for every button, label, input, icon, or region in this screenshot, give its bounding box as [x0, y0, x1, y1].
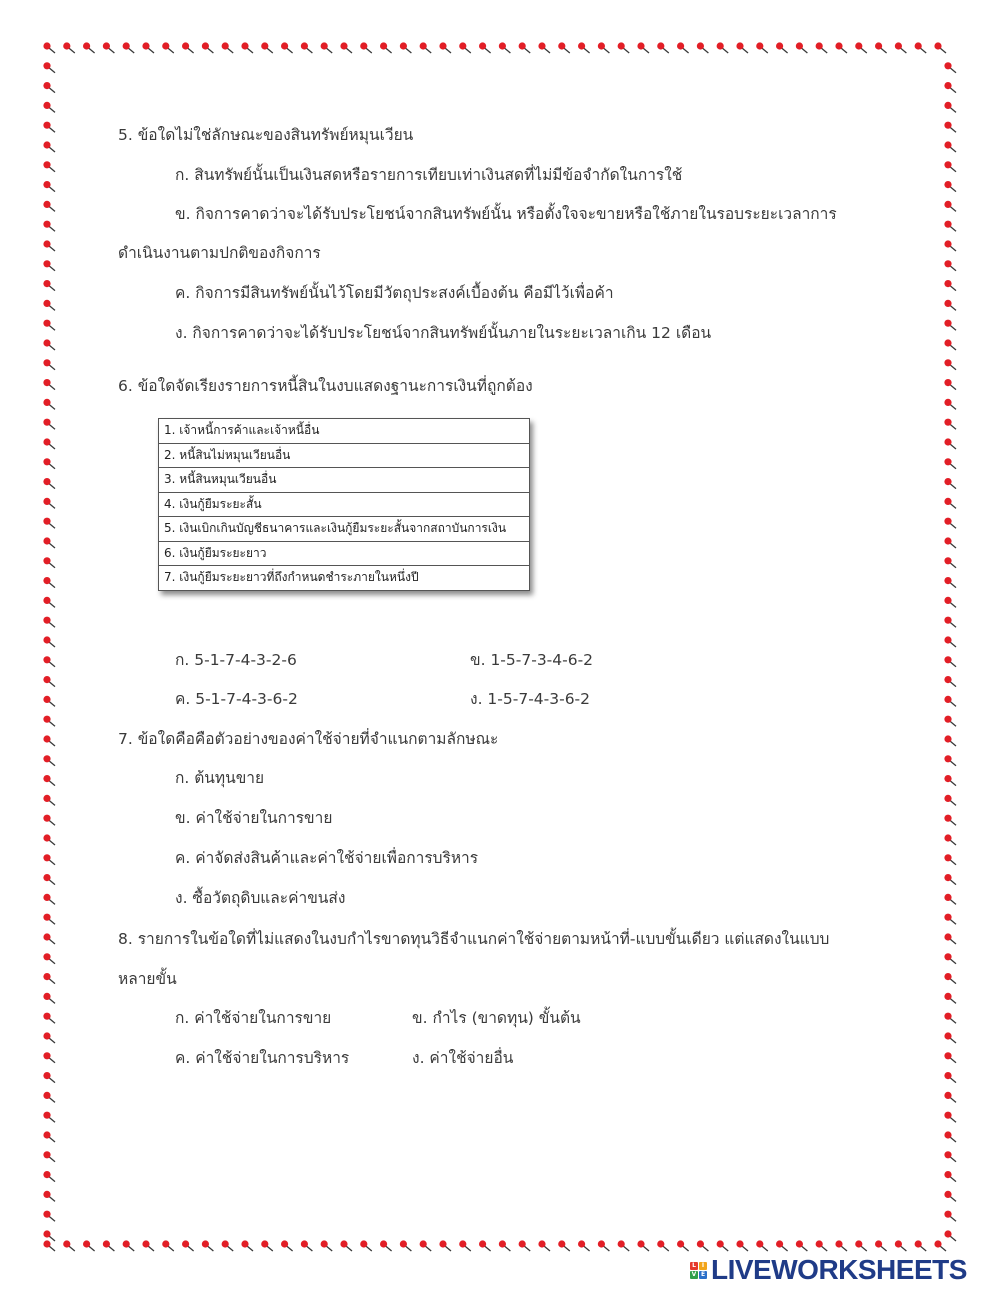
list-item-text: 5. เงินเบิกเกินบัญชีธนาคารและเงินกู้ยืมระยะสั้นจากสถาบันการเงิน — [159, 517, 530, 542]
pushpin-icon — [944, 300, 956, 311]
pushpin-icon — [43, 419, 55, 430]
pushpin-icon — [43, 518, 55, 529]
pushpin-icon — [43, 716, 55, 727]
pushpin-icon — [538, 42, 550, 53]
q7-option-d[interactable]: ง. ซื้อวัตถุดิบและค่าขนส่ง — [175, 889, 346, 907]
q6-option-d[interactable]: ง. 1-5-7-4-3-6-2 — [470, 690, 591, 708]
list-item-text: 2. หนี้สินไม่หมุนเวียนอื่น — [159, 443, 530, 468]
pushpin-icon — [944, 438, 956, 449]
pushpin-icon — [756, 42, 768, 53]
pushpin-icon — [301, 42, 313, 53]
pushpin-icon — [816, 1240, 828, 1251]
q5-option-a[interactable]: ก. สินทรัพย์นั้นเป็นเงินสดหรือรายการเทียบเท่าเงินสดที่ไม่มีข้อจำกัดในการใช้ — [175, 166, 683, 184]
pushpin-icon — [222, 1240, 234, 1251]
q8-option-a[interactable]: ก. ค่าใช้จ่ายในการขาย — [175, 1009, 332, 1027]
pushpin-icon — [944, 518, 956, 529]
list-item — [159, 443, 530, 468]
pushpin-icon — [43, 1151, 55, 1162]
pushpin-icon — [578, 1240, 590, 1251]
pushpin-icon — [796, 1240, 808, 1251]
pushpin-icon — [281, 42, 293, 53]
q7-option-b[interactable]: ข. ค่าใช้จ่ายในการขาย — [175, 809, 333, 827]
pushpin-icon — [915, 42, 927, 53]
pushpin-icon — [142, 42, 154, 53]
pushpin-icon — [43, 399, 55, 410]
pushpin-icon — [43, 221, 55, 232]
list-item — [159, 419, 530, 444]
q8-option-d[interactable]: ง. ค่าใช้จ่ายอื่น — [412, 1049, 514, 1067]
pushpin-icon — [43, 973, 55, 984]
pushpin-icon — [855, 1240, 867, 1251]
pushpin-icon — [637, 42, 649, 53]
pushpin-icon — [736, 42, 748, 53]
pushpin-icon — [944, 696, 956, 707]
q8-option-c[interactable]: ค. ค่าใช้จ่ายในการบริหาร — [175, 1049, 350, 1067]
pushpin-icon — [43, 993, 55, 1004]
pushpin-icon — [202, 42, 214, 53]
pushpin-icon — [420, 1240, 432, 1251]
pushpin-icon — [598, 1240, 610, 1251]
pushpin-icon — [944, 557, 956, 568]
pushpin-icon — [43, 617, 55, 628]
pushpin-icon — [43, 1240, 55, 1251]
pushpin-icon — [944, 1211, 956, 1222]
pushpin-icon — [43, 1052, 55, 1063]
pushpin-icon — [677, 42, 689, 53]
pushpin-icon — [637, 1240, 649, 1251]
q8-stem: 8. รายการในข้อใดที่ไม่แสดงในงบกำไรขาดทุนวิธีจำแนกค่าใช้จ่ายตามหน้าที่-แบบขั้นเดียว แต่แสดงในแบบ — [118, 930, 830, 948]
pushpin-icon — [123, 1240, 135, 1251]
q5-option-b-continued: ดำเนินงานตามปกติของกิจการ — [118, 244, 321, 262]
pushpin-icon — [944, 498, 956, 509]
pushpin-icon — [598, 42, 610, 53]
pushpin-icon — [895, 42, 907, 53]
pushpin-icon — [43, 42, 55, 53]
pushpin-icon — [103, 42, 115, 53]
pushpin-icon — [380, 42, 392, 53]
pushpin-icon — [944, 676, 956, 687]
pushpin-icon — [43, 379, 55, 390]
pushpin-icon — [944, 716, 956, 727]
q7-option-c[interactable]: ค. ค่าจัดส่งสินค้าและค่าใช้จ่ายเพื่อการบริหาร — [175, 849, 479, 867]
pushpin-icon — [43, 577, 55, 588]
pushpin-icon — [717, 42, 729, 53]
pushpin-icon — [43, 122, 55, 133]
pushpin-icon — [63, 1240, 75, 1251]
pushpin-icon — [618, 1240, 630, 1251]
pushpin-icon — [855, 42, 867, 53]
pushpin-icon — [944, 478, 956, 489]
pushpin-icon — [944, 1171, 956, 1182]
pushpin-icon — [944, 1191, 956, 1202]
list-item-text: 4. เงินกู้ยืมระยะสั้น — [159, 492, 530, 517]
pushpin-icon — [459, 42, 471, 53]
pushpin-icon — [43, 1171, 55, 1182]
list-item — [159, 566, 530, 591]
pushpin-icon — [697, 1240, 709, 1251]
pushpin-icon — [43, 557, 55, 568]
pushpin-icon — [944, 1013, 956, 1024]
pushpin-icon — [43, 815, 55, 826]
pushpin-icon — [43, 320, 55, 331]
pushpin-icon — [43, 537, 55, 548]
pushpin-icon — [43, 1112, 55, 1123]
pushpin-icon — [43, 755, 55, 766]
pushpin-icon — [340, 1240, 352, 1251]
pushpin-icon — [944, 636, 956, 647]
liveworksheets-logo[interactable] — [690, 1253, 967, 1287]
pushpin-icon — [479, 1240, 491, 1251]
pushpin-icon — [43, 280, 55, 291]
pushpin-icon — [43, 438, 55, 449]
pushpin-icon — [202, 1240, 214, 1251]
pushpin-icon — [43, 1211, 55, 1222]
pushpin-icon — [835, 1240, 847, 1251]
pushpin-icon — [43, 240, 55, 251]
pushpin-icon — [301, 1240, 313, 1251]
list-item — [159, 492, 530, 517]
pushpin-icon — [944, 419, 956, 430]
pushpin-icon — [944, 280, 956, 291]
pushpin-icon — [43, 102, 55, 113]
pushpin-icon — [944, 775, 956, 786]
pushpin-icon — [43, 696, 55, 707]
pushpin-icon — [281, 1240, 293, 1251]
list-item-text: 7. เงินกู้ยืมระยะยาวที่ถึงกำหนดชำระภายในหนึ่งปี — [159, 566, 530, 591]
pushpin-icon — [776, 1240, 788, 1251]
q5-option-d[interactable]: ง. กิจการคาดว่าจะได้รับประโยชน์จากสินทรัพย์นั้นภายในระยะเวลาเกิน 12 เดือน — [175, 324, 712, 342]
q7-stem: 7. ข้อใดคือคือตัวอย่างของค่าใช้จ่ายที่จำแนกตามลักษณะ — [118, 730, 499, 748]
pushpin-icon — [944, 656, 956, 667]
pushpin-icon — [944, 102, 956, 113]
pushpin-icon — [222, 42, 234, 53]
pushpin-icon — [43, 300, 55, 311]
pushpin-icon — [321, 1240, 333, 1251]
pushpin-icon — [499, 42, 511, 53]
pushpin-icon — [43, 478, 55, 489]
pushpin-icon — [944, 122, 956, 133]
list-item — [159, 541, 530, 566]
pushpin-icon — [182, 42, 194, 53]
pushpin-icon — [43, 141, 55, 152]
list-item-text: 1. เจ้าหนี้การค้าและเจ้าหนี้อื่น — [159, 419, 530, 444]
pushpin-icon — [439, 1240, 451, 1251]
pushpin-icon — [43, 676, 55, 687]
pushpin-icon — [944, 953, 956, 964]
q5-option-b[interactable]: ข. กิจการคาดว่าจะได้รับประโยชน์จากสินทรัพย์นั้น หรือตั้งใจจะขายหรือใช้ภายในรอบระยะเวลาการ — [175, 205, 837, 223]
pushpin-icon — [915, 1240, 927, 1251]
pushpin-icon — [835, 42, 847, 53]
list-item-text: 6. เงินกู้ยืมระยะยาว — [159, 541, 530, 566]
pushpin-icon — [944, 161, 956, 172]
pushpin-icon — [43, 201, 55, 212]
logo-text: LIVEWORKSHEETS — [711, 1254, 967, 1285]
pushpin-icon — [360, 1240, 372, 1251]
pushpin-icon — [895, 1240, 907, 1251]
q5-option-c[interactable]: ค. กิจการมีสินทรัพย์นั้นไว้โดยมีวัตถุประสงค์เบื้องต้น คือมีไว้เพื่อค้า — [175, 284, 614, 302]
pushpin-icon — [142, 1240, 154, 1251]
liabilities-list-table — [158, 418, 530, 591]
pushpin-icon — [944, 874, 956, 885]
q6-option-a[interactable]: ก. 5-1-7-4-3-2-6 — [175, 651, 297, 669]
list-item — [159, 517, 530, 542]
pushpin-icon — [360, 42, 372, 53]
pushpin-icon — [776, 42, 788, 53]
pushpin-icon — [123, 42, 135, 53]
pushpin-icon — [479, 42, 491, 53]
pushpin-icon — [944, 894, 956, 905]
pushpin-icon — [43, 339, 55, 350]
pushpin-icon — [558, 1240, 570, 1251]
pushpin-icon — [43, 82, 55, 93]
pushpin-icon — [618, 42, 630, 53]
pushpin-icon — [944, 240, 956, 251]
pushpin-icon — [944, 834, 956, 845]
q8-stem-continued: หลายขั้น — [118, 970, 177, 988]
pushpin-icon — [43, 597, 55, 608]
pushpin-icon — [43, 1230, 55, 1241]
pushpin-icon — [677, 1240, 689, 1251]
pushpin-icon — [875, 1240, 887, 1251]
pushpin-icon — [43, 260, 55, 271]
pushpin-icon — [944, 1072, 956, 1083]
pushpin-icon — [162, 1240, 174, 1251]
pushpin-icon — [944, 597, 956, 608]
pushpin-icon — [43, 933, 55, 944]
pushpin-icon — [944, 62, 956, 73]
pushpin-icon — [816, 42, 828, 53]
pushpin-icon — [944, 320, 956, 331]
pushpin-icon — [944, 577, 956, 588]
list-item — [159, 468, 530, 493]
pushpin-icon — [944, 914, 956, 925]
pushpin-icon — [63, 42, 75, 53]
pushpin-icon — [944, 1230, 956, 1241]
pushpin-icon — [944, 260, 956, 271]
pushpin-icon — [400, 42, 412, 53]
pushpin-icon — [241, 42, 253, 53]
pushpin-icon — [944, 201, 956, 212]
pushpin-icon — [944, 379, 956, 390]
pushpin-icon — [43, 656, 55, 667]
pushpin-icon — [43, 636, 55, 647]
pushpin-icon — [944, 399, 956, 410]
pushpin-icon — [340, 42, 352, 53]
pushpin-icon — [43, 1032, 55, 1043]
pushpin-icon — [934, 1240, 946, 1251]
pushpin-icon — [538, 1240, 550, 1251]
pushpin-icon — [43, 1131, 55, 1142]
pushpin-icon — [519, 42, 531, 53]
pushpin-icon — [43, 854, 55, 865]
pushpin-icon — [321, 42, 333, 53]
pushpin-icon — [578, 42, 590, 53]
pushpin-icon — [934, 42, 946, 53]
pushpin-icon — [43, 62, 55, 73]
pushpin-icon — [944, 973, 956, 984]
q6-option-b[interactable]: ข. 1-5-7-3-4-6-2 — [470, 651, 594, 669]
pushpin-icon — [43, 834, 55, 845]
pushpin-icon — [697, 42, 709, 53]
pushpin-icon — [400, 1240, 412, 1251]
pushpin-icon — [43, 1072, 55, 1083]
pushpin-icon — [439, 42, 451, 53]
pushpin-icon — [43, 874, 55, 885]
pushpin-icon — [944, 141, 956, 152]
pushpin-icon — [182, 1240, 194, 1251]
q5-stem: 5. ข้อใดไม่ใช่ลักษณะของสินทรัพย์หมุนเวียน — [118, 126, 414, 144]
pushpin-icon — [162, 42, 174, 53]
pushpin-icon — [944, 181, 956, 192]
pushpin-icon — [261, 42, 273, 53]
pushpin-icon — [796, 42, 808, 53]
pushpin-icon — [944, 933, 956, 944]
pushpin-icon — [944, 1131, 956, 1142]
pushpin-icon — [944, 735, 956, 746]
pushpin-icon — [43, 775, 55, 786]
q8-option-b[interactable]: ข. กำไร (ขาดทุน) ขั้นต้น — [412, 1009, 581, 1027]
pushpin-icon — [43, 1013, 55, 1024]
pushpin-icon — [420, 42, 432, 53]
q6-option-c[interactable]: ค. 5-1-7-4-3-6-2 — [175, 690, 298, 708]
pushpin-icon — [558, 42, 570, 53]
pushpin-icon — [43, 498, 55, 509]
pushpin-icon — [944, 1151, 956, 1162]
pushpin-icon — [261, 1240, 273, 1251]
pushpin-icon — [944, 993, 956, 1004]
pushpin-icon — [944, 82, 956, 93]
pushpin-icon — [657, 42, 669, 53]
pushpin-icon — [736, 1240, 748, 1251]
pushpin-icon — [43, 1092, 55, 1103]
pushpin-icon — [43, 735, 55, 746]
pushpin-icon — [103, 1240, 115, 1251]
pushpin-icon — [43, 894, 55, 905]
pushpin-icon — [43, 458, 55, 469]
pushpin-icon — [944, 537, 956, 548]
logo-mark-icon: L I V E — [691, 1261, 706, 1278]
pushpin-icon — [43, 795, 55, 806]
pushpin-icon — [241, 1240, 253, 1251]
pushpin-icon — [875, 42, 887, 53]
pushpin-icon — [43, 181, 55, 192]
pushpin-icon — [380, 1240, 392, 1251]
pushpin-icon — [717, 1240, 729, 1251]
pushpin-icon — [499, 1240, 511, 1251]
pushpin-icon — [944, 458, 956, 469]
pushpin-icon — [459, 1240, 471, 1251]
pushpin-icon — [43, 953, 55, 964]
pushpin-icon — [944, 221, 956, 232]
pushpin-icon — [944, 854, 956, 865]
pushpin-icon — [43, 914, 55, 925]
pushpin-icon — [944, 339, 956, 350]
pushpin-icon — [944, 359, 956, 370]
q7-option-a[interactable]: ก. ต้นทุนขาย — [175, 769, 265, 787]
q6-stem: 6. ข้อใดจัดเรียงรายการหนี้สินในงบแสดงฐานะการเงินที่ถูกต้อง — [118, 377, 533, 395]
pushpin-icon — [944, 1052, 956, 1063]
list-item-text: 3. หนี้สินหมุนเวียนอื่น — [159, 468, 530, 493]
pushpin-icon — [43, 161, 55, 172]
pushpin-icon — [944, 1092, 956, 1103]
pushpin-icon — [43, 359, 55, 370]
pushpin-icon — [944, 815, 956, 826]
pushpin-icon — [944, 1112, 956, 1123]
pushpin-icon — [944, 795, 956, 806]
pushpin-icon — [944, 755, 956, 766]
pushpin-icon — [944, 617, 956, 628]
pushpin-icon — [657, 1240, 669, 1251]
pushpin-icon — [43, 1191, 55, 1202]
pushpin-icon — [83, 1240, 95, 1251]
pushpin-icon — [944, 1032, 956, 1043]
pushpin-icon — [83, 42, 95, 53]
pushpin-icon — [756, 1240, 768, 1251]
pushpin-icon — [519, 1240, 531, 1251]
